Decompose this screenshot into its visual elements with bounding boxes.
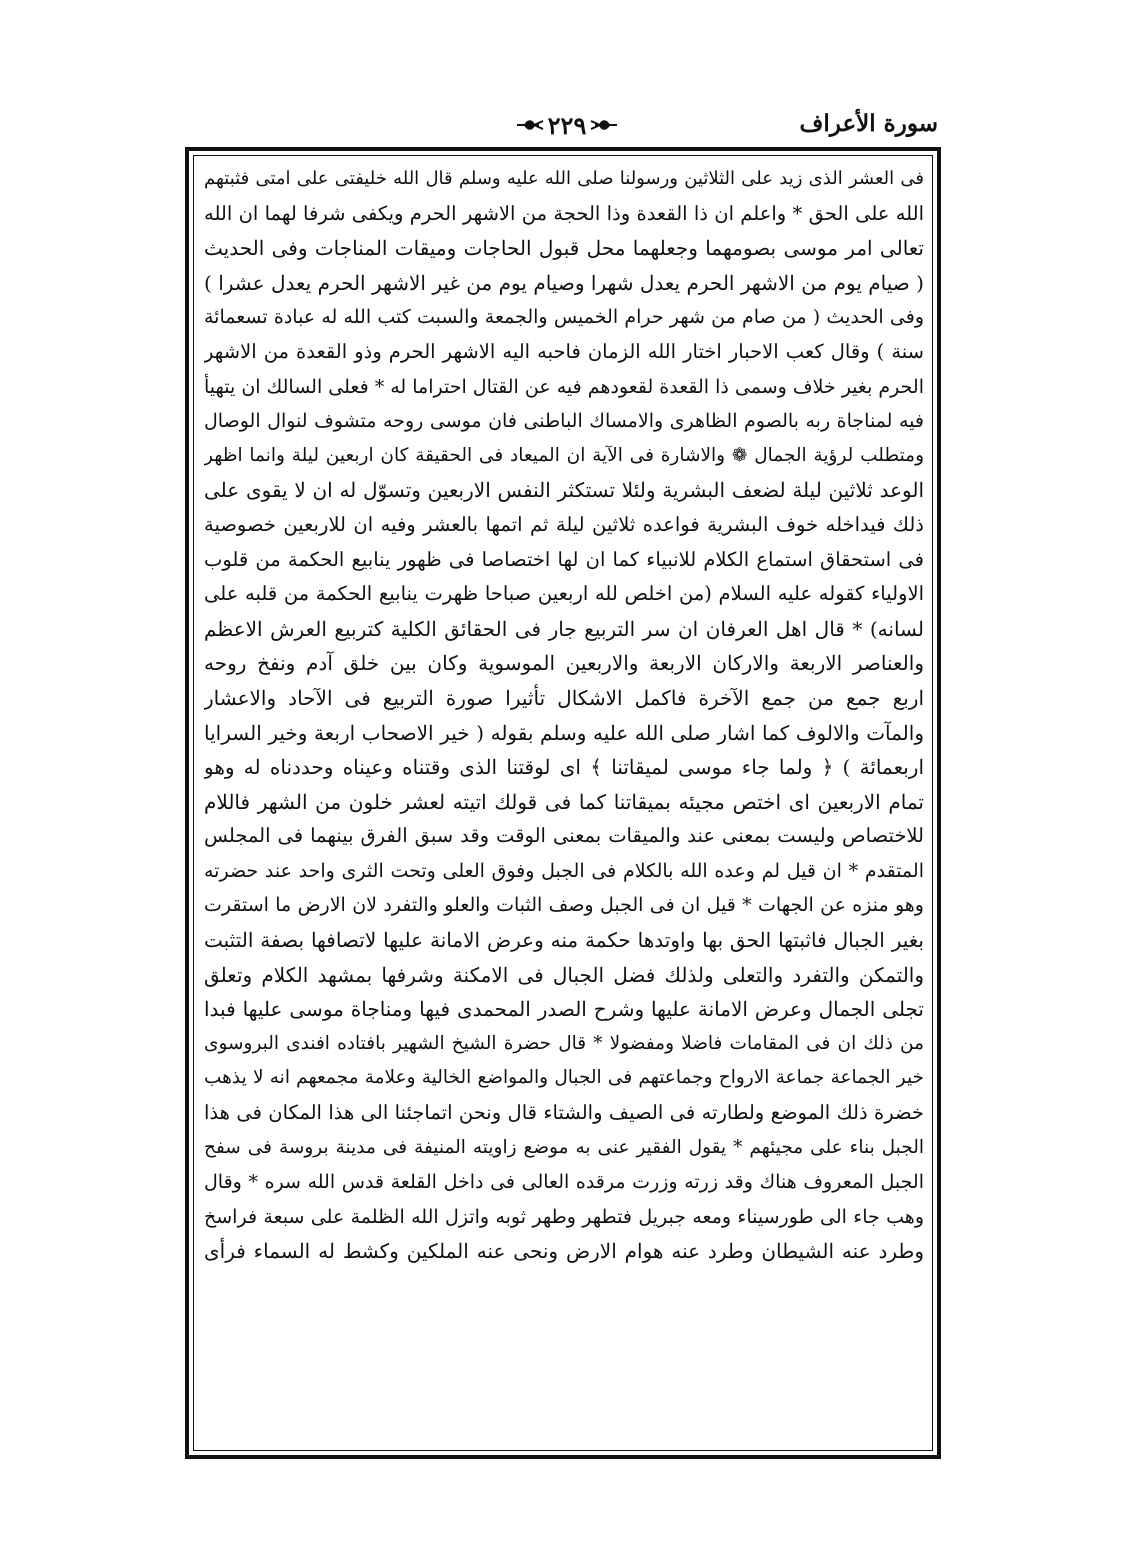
text-line: تجلى الجمال وعرض الامانة عليها وشرح الصدر المحمدى فيها ومناجاة موسى عليها فبدا xyxy=(204,997,924,1022)
left-ornament-icon xyxy=(516,117,544,133)
text-line: الجبل المعروف هناك وقد زرته وزرت مرقده العالى فى داخل القلعة قدس الله سره * وقال xyxy=(204,1171,924,1194)
text-line: بغير الجبال فاثبتها الحق بها واوتدها حكمة منه وعرض الامانة عليها لاتصافها بصفة التثبت xyxy=(204,928,924,953)
text-line: للاختصاص وليست بمعنى عند والميقات بمعنى الوقت وقد سبق الفرق بينهما فى المجلس xyxy=(204,824,924,848)
text-line: وطرد عنه الشيطان وطرد عنه هوام الارض ونحى عنه الملكين وكشط له السماء فرأى xyxy=(204,1239,924,1264)
text-line: المتقدم * ان قيل لم وعده الله بالكلام فى الجبل وفوق العلى وتحت الثرى واحد عند حضرته xyxy=(204,859,924,882)
text-line: الاولياء كقوله عليه السلام (من اخلص لله اربعين صباحا ظهرت ينابيع الحكمة من قلبه على xyxy=(204,582,924,606)
page-number-group xyxy=(512,108,622,142)
text-body xyxy=(204,162,924,1269)
text-line: اربعمائة ) ﴿ ولما جاء موسى لميقاتنا ﴾ اى لوقتنا الذى وقتناه وعيناه وحددناه له وهو xyxy=(204,755,924,780)
text-line: وهب جاء الى طورسيناء ومعه جبريل فتطهر وطهر ثوبه واتزل الله الظلمة على سبعة فراسخ xyxy=(204,1205,924,1228)
text-line: اربع جمع من جمع الآخرة فاكمل الاشكال تأثيرا صورة التربيع فى الآحاد والاعشار xyxy=(204,685,924,710)
text-line: فيه لمناجاة ربه بالصوم الظاهرى والامساك الباطنى فان موسى روحه متشوف لنوال الوصال xyxy=(204,410,924,433)
text-line: فى العشر الذى زيد على الثلاثين ورسولنا صلى الله عليه وسلم قال الله خليفتى على امتى فثبتهم xyxy=(204,168,924,189)
right-ornament-icon xyxy=(590,117,618,133)
text-line: تعالى امر موسى بصومهما وجعلهما محل قبول الحاجات وميقات المناجات وفى الحديث xyxy=(204,236,924,261)
text-line: الوعد ثلاثين ليلة لضعف البشرية ولئلا تستكثر النفس الاربعين وتسوّل له ان لا يقوى على xyxy=(204,478,924,503)
text-line: سنة ) وقال كعب الاحبار اختار الله الزمان فاحبه اليه الاشهر الحرم وذو القعدة من الاشهر xyxy=(204,339,924,363)
page-header xyxy=(190,108,938,144)
surah-title: سورة الأعراف xyxy=(799,110,938,137)
text-line: خير الجماعة جماعة الارواح وجماعتهم فى الجبال والمواضع الخالية وعلامة مجمعهم انه لا يذهب xyxy=(204,1067,924,1089)
text-line: وفى الحديث ( من صام من شهر حرام الخميس والجمعة والسبت كتب الله له عبادة تسعمائة xyxy=(204,306,924,329)
text-line: الله على الحق * واعلم ان ذا القعدة وذا الحجة من الاشهر الحرم ويكفى شرفا لهما ان الله xyxy=(204,201,924,225)
text-line: والتمكن والتفرد والتعلى ولذلك فضل الجبال فى الامكنة وشرفها بمشهد الكلام وتعلق xyxy=(204,962,924,987)
text-line: ( صيام يوم من الاشهر الحرم يعدل شهرا وصيام يوم من غير الاشهر الحرم يعدل عشرا ) xyxy=(204,270,924,295)
text-line: الحرم بغير خلاف وسمى ذا القعدة لقعودهم فيه عن القتال احتراما له * فعلى السالك ان يتهيأ xyxy=(204,375,924,398)
text-line: ومتطلب لرؤية الجمال ❁ والاشارة فى الآية ان الميعاد فى الحقيقة كان اربعين ليلة وانما اظهر xyxy=(204,444,924,466)
text-line: فى استحقاق استماع الكلام للانبياء كما ان لها اختصاصا فى ظهور ينابيع الحكمة من قلوب xyxy=(204,547,924,571)
text-line: لسانه) * قال اهل العرفان ان سر التربيع جار فى الحقائق الكلية كتربيع العرش الاعظم xyxy=(204,616,924,641)
text-line: خضرة ذلك الموضع ولطارته فى الصيف والشتاء قال ونحن اتماجئنا الى هذا المكان فى هذا xyxy=(204,1101,924,1125)
text-line: من ذلك ان فى المقامات فاضلا ومفضولا * قال حضرة الشيخ الشهير بافتاده افندى البروسوى xyxy=(204,1032,924,1054)
text-line: ذلك فيداخله خوف البشرية فواعده ثلاثين ليلة ثم اتمها بالعشر وفيه ان للاربعين خصوصية xyxy=(204,512,924,536)
page-number: ٢٢٩ xyxy=(547,110,587,140)
text-line: الجبل بناء على مجيئهم * يقول الفقير عنى به موضع زاويته المنيفة فى مدينة بروسة فى سفح xyxy=(204,1136,924,1158)
text-line: تمام الاربعين اى اختص مجيئه بميقاتنا كما فى قولك اتيته لعشر خلون من الشهر فاللام xyxy=(204,789,924,814)
text-line: والمآت والالوف كما اشار صلى الله عليه وسلم بقوله ( خير الاصحاب اربعة وخير السرايا xyxy=(204,720,924,745)
text-line: والعناصر الاربعة والاركان الاربعة والاربعين الموسوية وكان بين خلق آدم ونفخ روحه xyxy=(204,651,924,676)
text-line: وهو منزه عن الجهات * قيل ان فى الجبل وصف الثبات والعلو والتفرد لان الارض ما استقرت xyxy=(204,894,924,917)
